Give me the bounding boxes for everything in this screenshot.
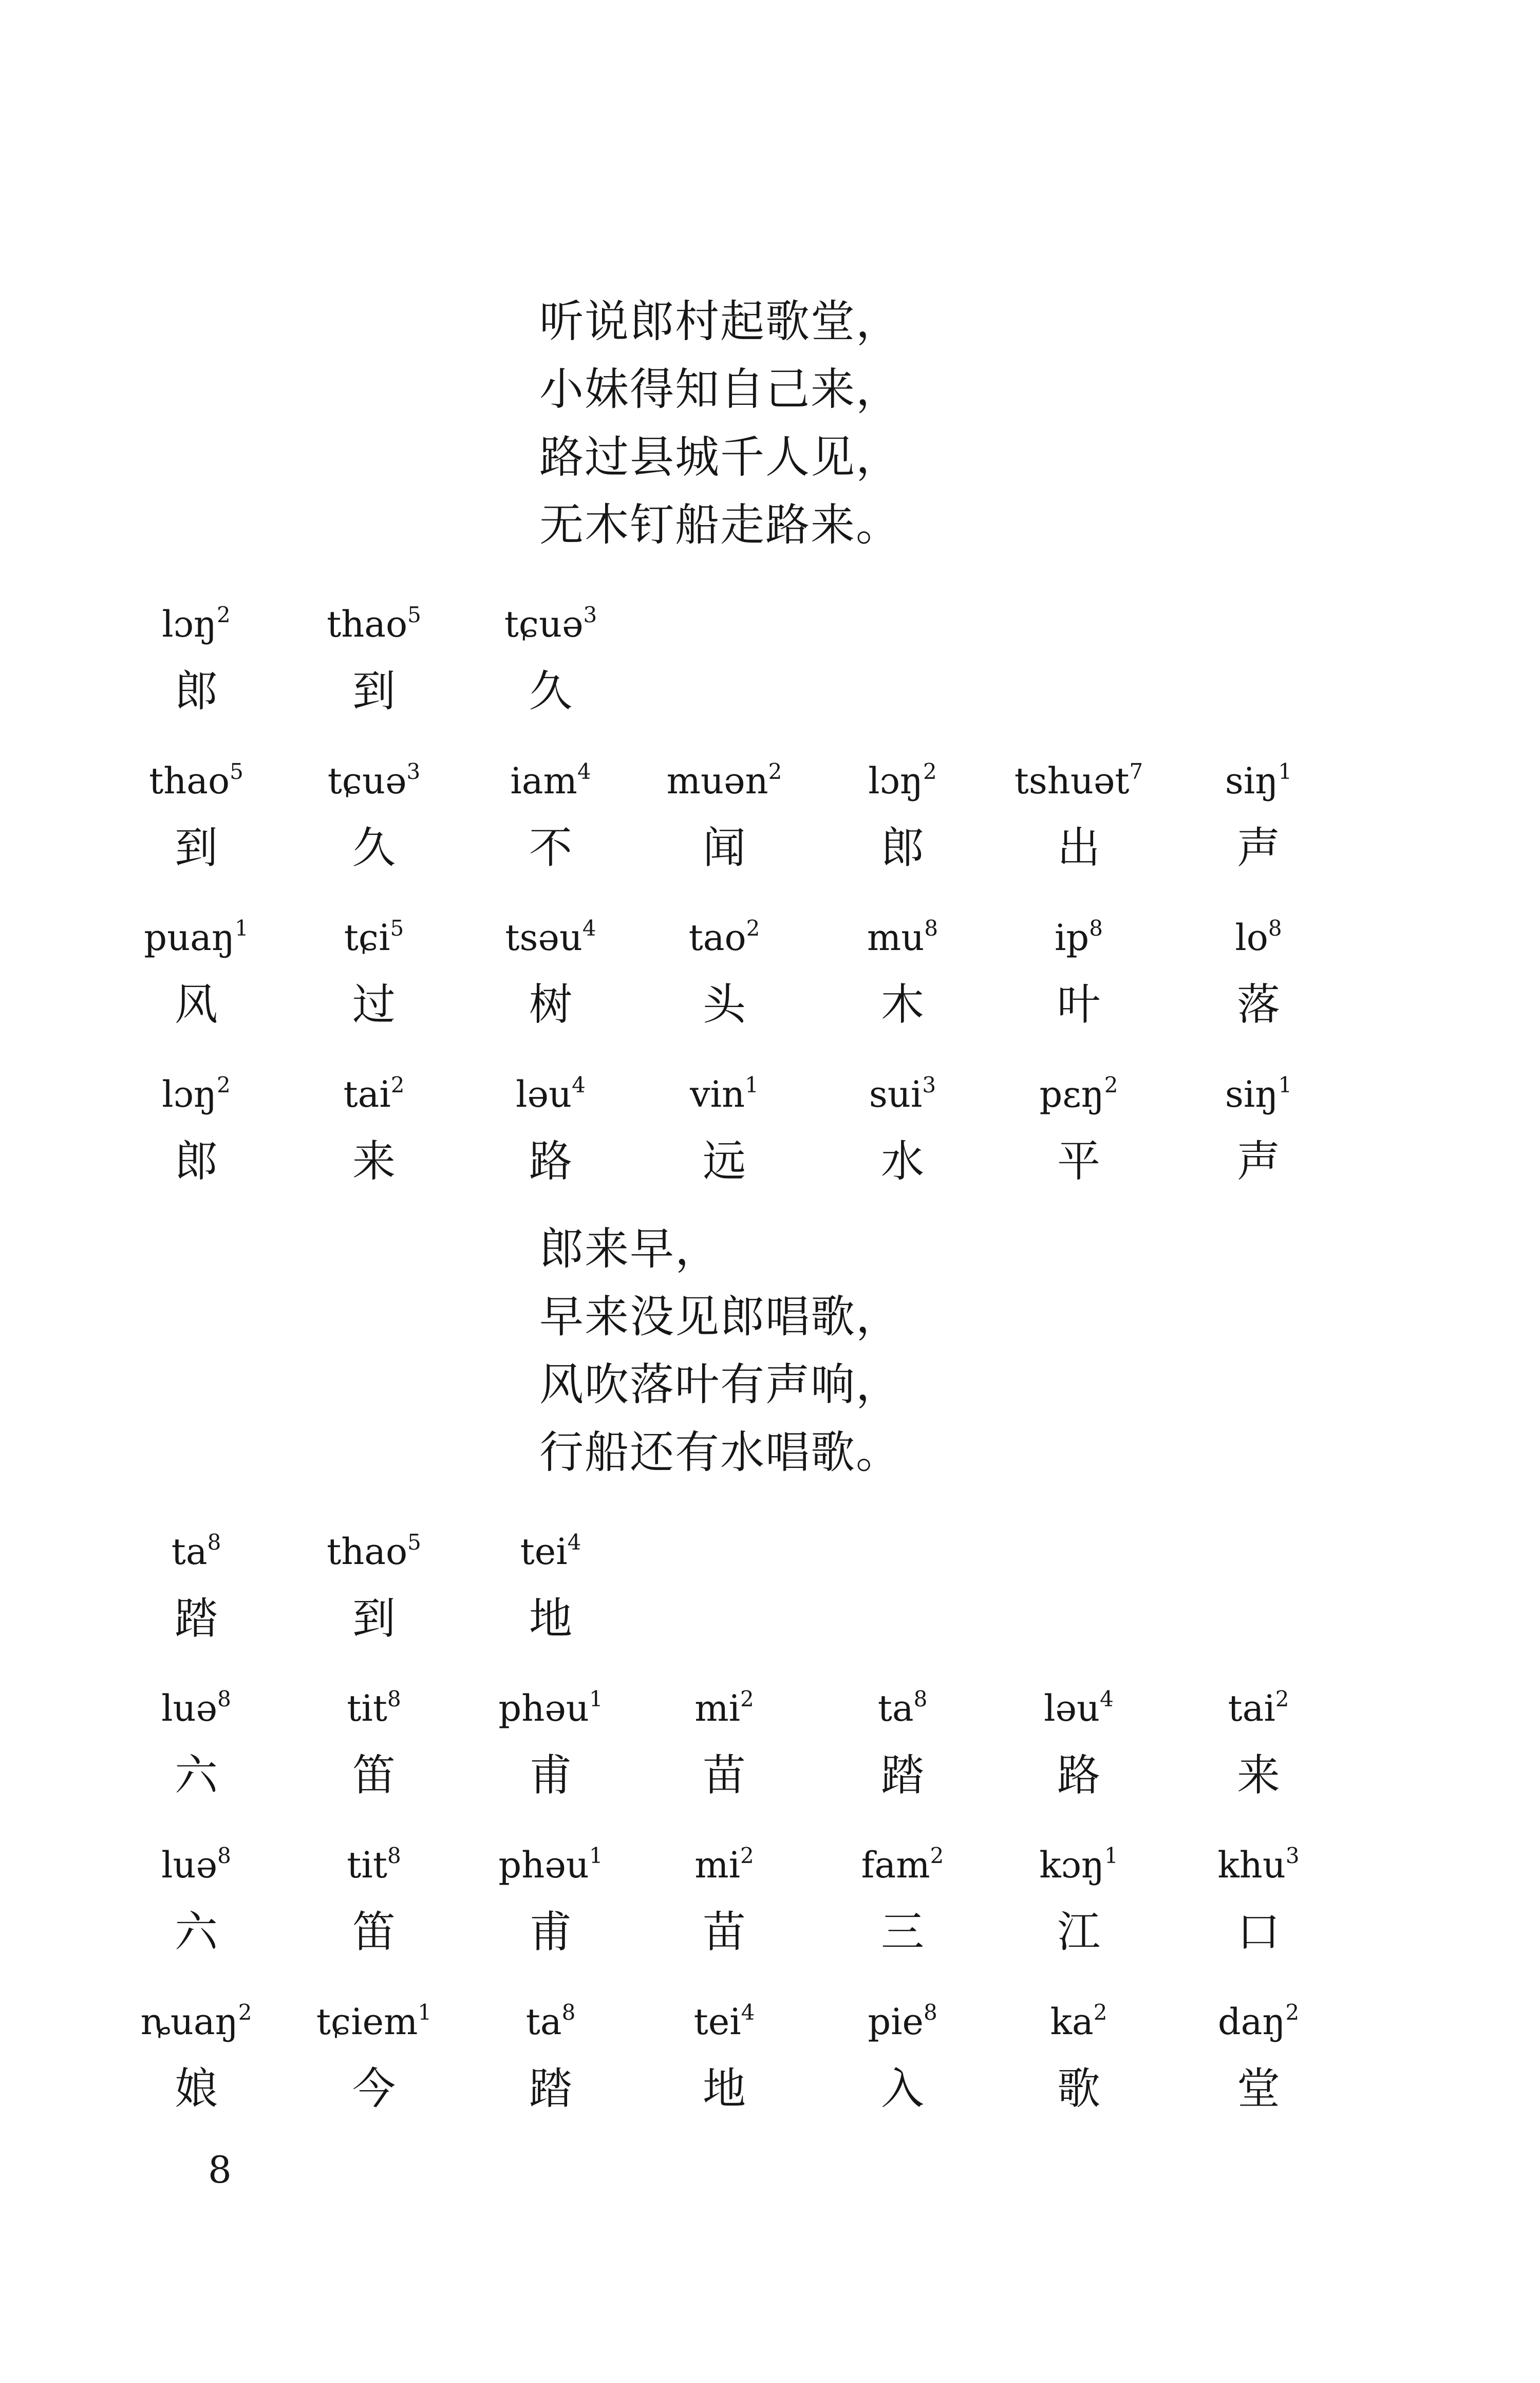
romanization (997, 909, 1161, 966)
tone-number: 2 (1285, 2000, 1300, 2025)
chinese-gloss-character: 到 (352, 666, 396, 716)
romanized-syllable: ta (171, 1531, 208, 1573)
romanization (820, 1994, 985, 2050)
romanization (114, 1680, 278, 1737)
page-number: 8 (208, 2148, 232, 2191)
romanized-syllable: luə (161, 1844, 218, 1886)
romanization (114, 1837, 278, 1893)
tone-number: 1 (418, 2000, 432, 2025)
romanization (1176, 1837, 1341, 1893)
romanization (642, 1837, 806, 1893)
romanization (468, 1066, 633, 1123)
gloss-cell (468, 1066, 633, 1192)
romanized-syllable: tshuət (1014, 760, 1130, 802)
chinese-gloss-character: 甫 (529, 1750, 572, 1800)
tone-number: 7 (1129, 759, 1143, 784)
gloss-cell (468, 753, 633, 879)
romanized-syllable: fam (861, 1844, 930, 1886)
romanized-syllable: tɕuə (504, 603, 584, 645)
chinese-gloss-character: 木 (880, 979, 924, 1030)
romanization (1176, 1994, 1341, 2050)
verse-line: 小妹得知自己来， (539, 364, 901, 415)
romanization (997, 1680, 1161, 1737)
romanized-syllable: sui (869, 1073, 923, 1115)
romanized-syllable: ləu (1044, 1687, 1100, 1729)
romanization (642, 1066, 806, 1123)
romanized-syllable: phəu (498, 1687, 589, 1729)
romanization (114, 1523, 278, 1580)
tone-number: 5 (407, 1530, 421, 1555)
tone-number: 1 (1278, 759, 1292, 784)
chinese-gloss-character: 不 (529, 823, 572, 873)
tone-number: 2 (746, 916, 760, 941)
romanization (1176, 1680, 1341, 1737)
romanized-syllable: ip (1055, 917, 1090, 959)
gloss-cell (292, 1994, 456, 2119)
gloss-cell (468, 1994, 633, 2119)
tone-number: 1 (1104, 1843, 1118, 1868)
tone-number: 2 (1093, 2000, 1107, 2025)
chinese-gloss-character: 郎 (880, 823, 924, 873)
gloss-row (0, 1994, 1540, 2150)
tone-number: 1 (745, 1072, 759, 1097)
gloss-cell (1176, 753, 1341, 879)
gloss-cell (820, 909, 985, 1035)
tone-number: 8 (913, 1686, 928, 1711)
gloss-cell (997, 753, 1161, 879)
tone-number: 1 (234, 916, 249, 941)
chinese-gloss-character: 树 (529, 979, 572, 1030)
tone-number: 8 (561, 2000, 576, 2025)
tone-number: 4 (582, 916, 596, 941)
romanized-syllable: pie (868, 2001, 924, 2043)
romanized-syllable: tɕuə (327, 760, 407, 802)
romanized-syllable: thao (327, 603, 408, 645)
chinese-gloss-character: 地 (529, 1593, 572, 1644)
romanization (1176, 1066, 1341, 1123)
gloss-cell (114, 1837, 278, 1963)
romanization (468, 753, 633, 809)
verse-line: 风吹落叶有声响， (539, 1359, 901, 1410)
chinese-gloss-character: 甫 (529, 1907, 572, 1957)
tone-number: 8 (924, 916, 938, 941)
romanized-syllable: tsəu (505, 917, 583, 959)
romanization (997, 753, 1161, 809)
romanization (468, 596, 633, 653)
romanized-syllable: luə (161, 1687, 218, 1729)
chinese-gloss-character: 口 (1236, 1907, 1280, 1957)
chinese-gloss-character: 到 (352, 1593, 396, 1644)
chinese-gloss-character: 水 (880, 1136, 924, 1186)
tone-number: 2 (923, 759, 937, 784)
tone-number: 5 (390, 916, 404, 941)
tone-number: 1 (589, 1843, 603, 1868)
romanization (820, 1066, 985, 1123)
romanized-syllable: vin (690, 1073, 745, 1115)
tone-number: 8 (207, 1530, 221, 1555)
tone-number: 2 (768, 759, 782, 784)
chinese-gloss-character: 路 (529, 1136, 572, 1186)
tone-number: 4 (1100, 1686, 1114, 1711)
chinese-gloss-character: 路 (1057, 1750, 1100, 1800)
gloss-cell (114, 596, 278, 722)
interlinear-gloss-block (0, 1523, 1540, 2150)
chinese-gloss-character: 头 (702, 979, 746, 1030)
gloss-cell (292, 753, 456, 879)
tone-number: 8 (217, 1843, 231, 1868)
romanized-syllable: khu (1217, 1844, 1286, 1886)
tone-number: 4 (741, 2000, 755, 2025)
romanization (1176, 909, 1341, 966)
romanization (114, 753, 278, 809)
chinese-gloss-character: 声 (1236, 1136, 1280, 1186)
chinese-gloss-character: 久 (352, 823, 396, 873)
romanized-syllable: tit (347, 1844, 387, 1886)
romanized-syllable: lɔŋ (868, 760, 923, 802)
romanized-syllable: tao (688, 917, 746, 959)
tone-number: 2 (238, 2000, 252, 2025)
romanized-syllable: thao (327, 1531, 408, 1573)
gloss-row (0, 909, 1540, 1066)
chinese-gloss-character: 来 (352, 1136, 396, 1186)
romanized-syllable: tai (1228, 1687, 1275, 1729)
romanized-syllable: pɛŋ (1039, 1073, 1104, 1115)
chinese-gloss-character: 踏 (880, 1750, 924, 1800)
tone-number: 3 (922, 1072, 936, 1097)
romanization (468, 1523, 633, 1580)
romanized-syllable: puaŋ (144, 917, 235, 959)
romanized-syllable: tit (347, 1687, 387, 1729)
tone-number: 4 (577, 759, 591, 784)
romanization (468, 1994, 633, 2050)
romanization (642, 1680, 806, 1737)
romanized-syllable: mi (694, 1844, 741, 1886)
verse-line: 早来没见郎唱歌， (539, 1291, 901, 1343)
gloss-cell (820, 753, 985, 879)
chinese-gloss-character: 闻 (702, 823, 746, 873)
chinese-gloss-character: 堂 (1236, 2063, 1280, 2114)
verse-line: 路过县城千人见， (539, 432, 901, 483)
romanization (292, 1837, 456, 1893)
gloss-row (0, 1680, 1540, 1837)
chinese-gloss-character: 江 (1057, 1907, 1100, 1957)
tone-number: 3 (406, 759, 421, 784)
romanization (642, 753, 806, 809)
verse-line: 听说郎村起歌堂， (539, 296, 901, 347)
chinese-gloss-character: 久 (529, 666, 572, 716)
gloss-cell (292, 1523, 456, 1649)
romanization (820, 753, 985, 809)
chinese-gloss-character: 来 (1236, 1750, 1280, 1800)
chinese-gloss-character: 六 (174, 1750, 218, 1800)
chinese-gloss-character: 笛 (352, 1750, 396, 1800)
romanization (997, 1837, 1161, 1893)
gloss-cell (997, 1994, 1161, 2119)
chinese-gloss-character: 苗 (702, 1750, 746, 1800)
gloss-cell (1176, 1066, 1341, 1192)
romanized-syllable: tɕiem (316, 2001, 418, 2043)
romanized-syllable: iam (510, 760, 577, 802)
gloss-cell (114, 1066, 278, 1192)
chinese-gloss-character: 入 (880, 2063, 924, 2114)
chinese-gloss-character: 踏 (174, 1593, 218, 1644)
gloss-cell (820, 1066, 985, 1192)
romanized-syllable: ka (1050, 2001, 1094, 2043)
chinese-gloss-character: 平 (1057, 1136, 1100, 1186)
tone-number: 4 (567, 1530, 581, 1555)
romanized-syllable: tei (520, 1531, 568, 1573)
gloss-cell (642, 1066, 806, 1192)
romanized-syllable: kɔŋ (1039, 1844, 1104, 1886)
tone-number: 2 (930, 1843, 944, 1868)
chinese-verse-translation (539, 288, 901, 559)
gloss-cell (114, 909, 278, 1035)
gloss-row (0, 596, 1540, 753)
verse-line: 行船还有水唱歌。 (539, 1427, 901, 1478)
gloss-cell (1176, 1680, 1341, 1806)
tone-number: 3 (583, 602, 597, 627)
verse-line: 无木钉船走路来。 (539, 499, 901, 551)
romanized-syllable: thao (149, 760, 230, 802)
romanized-syllable: ȵuaŋ (140, 2001, 238, 2043)
romanization (292, 753, 456, 809)
chinese-gloss-character: 郎 (174, 1136, 218, 1186)
romanized-syllable: ta (877, 1687, 914, 1729)
romanized-syllable: tei (693, 2001, 741, 2043)
romanization (114, 909, 278, 966)
chinese-gloss-character: 今 (352, 2063, 396, 2114)
romanization (468, 909, 633, 966)
gloss-cell (642, 1680, 806, 1806)
gloss-cell (292, 596, 456, 722)
gloss-row (0, 753, 1540, 909)
chinese-gloss-character: 苗 (702, 1907, 746, 1957)
romanization (642, 909, 806, 966)
chinese-gloss-character: 郎 (174, 666, 218, 716)
tone-number: 3 (1285, 1843, 1300, 1868)
chinese-verse-translation (539, 1215, 901, 1486)
gloss-cell (292, 1066, 456, 1192)
romanized-syllable: siŋ (1225, 760, 1279, 802)
gloss-row (0, 1837, 1540, 1994)
gloss-row (0, 1066, 1540, 1223)
chinese-gloss-character: 落 (1236, 979, 1280, 1030)
romanization (468, 1837, 633, 1893)
romanized-syllable: mu (867, 917, 925, 959)
gloss-row (0, 1523, 1540, 1680)
tone-number: 2 (1275, 1686, 1289, 1711)
romanization (292, 909, 456, 966)
romanization (114, 596, 278, 653)
chinese-gloss-character: 歌 (1057, 2063, 1100, 2114)
gloss-cell (114, 1994, 278, 2119)
tone-number: 2 (216, 1072, 231, 1097)
chinese-gloss-character: 出 (1057, 823, 1100, 873)
gloss-cell (642, 909, 806, 1035)
chinese-gloss-character: 六 (174, 1907, 218, 1957)
gloss-cell (292, 1680, 456, 1806)
romanization (292, 1523, 456, 1580)
chinese-gloss-character: 娘 (174, 2063, 218, 2114)
romanization (820, 909, 985, 966)
gloss-cell (114, 753, 278, 879)
romanization (642, 1994, 806, 2050)
gloss-cell (997, 1066, 1161, 1192)
romanization (292, 1066, 456, 1123)
gloss-cell (642, 1837, 806, 1963)
tone-number: 2 (740, 1686, 754, 1711)
romanization (292, 1680, 456, 1737)
tone-number: 2 (1104, 1072, 1118, 1097)
gloss-cell (820, 1680, 985, 1806)
tone-number: 1 (1278, 1072, 1292, 1097)
chinese-gloss-character: 风 (174, 979, 218, 1030)
romanized-syllable: lo (1235, 917, 1268, 959)
romanized-syllable: ta (525, 2001, 562, 2043)
gloss-cell (468, 1523, 633, 1649)
chinese-gloss-character: 三 (880, 1907, 924, 1957)
gloss-cell (642, 1994, 806, 2119)
romanized-syllable: mi (694, 1687, 741, 1729)
interlinear-gloss-block (0, 596, 1540, 1223)
romanization (292, 596, 456, 653)
romanization (997, 1994, 1161, 2050)
tone-number: 5 (230, 759, 243, 784)
gloss-cell (468, 909, 633, 1035)
chinese-gloss-character: 远 (702, 1136, 746, 1186)
gloss-cell (1176, 1994, 1341, 2119)
gloss-cell (997, 909, 1161, 1035)
romanized-syllable: siŋ (1225, 1073, 1279, 1115)
gloss-cell (997, 1837, 1161, 1963)
gloss-cell (1176, 909, 1341, 1035)
romanized-syllable: lɔŋ (162, 1073, 217, 1115)
romanization (820, 1837, 985, 1893)
romanization (114, 1066, 278, 1123)
gloss-cell (468, 596, 633, 722)
tone-number: 1 (589, 1686, 603, 1711)
tone-number: 8 (1268, 916, 1282, 941)
romanized-syllable: lɔŋ (162, 603, 217, 645)
romanized-syllable: tai (343, 1073, 391, 1115)
romanized-syllable: phəu (498, 1844, 589, 1886)
gloss-cell (114, 1523, 278, 1649)
gloss-cell (820, 1994, 985, 2119)
romanized-syllable: daŋ (1217, 2001, 1286, 2043)
tone-number: 2 (740, 1843, 754, 1868)
chinese-gloss-character: 地 (702, 2063, 746, 2114)
gloss-cell (997, 1680, 1161, 1806)
romanization (114, 1994, 278, 2050)
gloss-cell (642, 753, 806, 879)
tone-number: 8 (1089, 916, 1103, 941)
chinese-gloss-character: 踏 (529, 2063, 572, 2114)
romanized-syllable: tɕi (344, 917, 390, 959)
gloss-cell (114, 1680, 278, 1806)
chinese-gloss-character: 叶 (1057, 979, 1100, 1030)
chinese-gloss-character: 笛 (352, 1907, 396, 1957)
romanization (997, 1066, 1161, 1123)
gloss-cell (468, 1680, 633, 1806)
chinese-gloss-character: 声 (1236, 823, 1280, 873)
tone-number: 8 (387, 1686, 401, 1711)
romanization (820, 1680, 985, 1737)
tone-number: 8 (217, 1686, 231, 1711)
romanization (1176, 753, 1341, 809)
gloss-cell (292, 909, 456, 1035)
tone-number: 2 (216, 602, 231, 627)
romanized-syllable: muən (666, 760, 768, 802)
romanization (468, 1680, 633, 1737)
verse-line: 郎来早， (539, 1223, 720, 1275)
romanization (292, 1994, 456, 2050)
tone-number: 2 (390, 1072, 405, 1097)
tone-number: 4 (572, 1072, 586, 1097)
gloss-cell (820, 1837, 985, 1963)
tone-number: 8 (387, 1843, 401, 1868)
gloss-cell (468, 1837, 633, 1963)
gloss-cell (1176, 1837, 1341, 1963)
chinese-gloss-character: 过 (352, 979, 396, 1030)
tone-number: 5 (407, 602, 421, 627)
chinese-gloss-character: 到 (174, 823, 218, 873)
tone-number: 8 (923, 2000, 937, 2025)
gloss-cell (292, 1837, 456, 1963)
romanized-syllable: ləu (516, 1073, 572, 1115)
